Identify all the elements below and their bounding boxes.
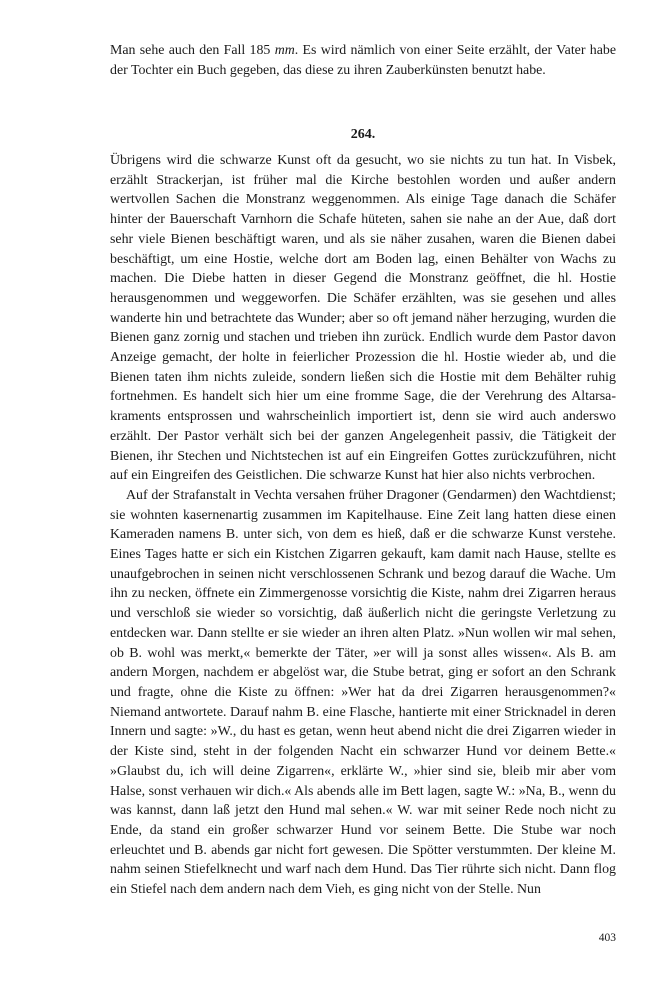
intro-text-start: Man sehe auch den Fall 185 bbox=[110, 43, 275, 58]
intro-paragraph bbox=[110, 41, 616, 80]
section-number: 264. bbox=[350, 127, 376, 142]
section-body bbox=[110, 151, 616, 900]
intro-italic: mm bbox=[274, 43, 295, 58]
page-number: 403 bbox=[598, 932, 616, 944]
intro-text-end: . Es wird nämlich von einer Seite erzählt, der Vater habe der Tochter ein Buch gegeben, das diese zu ihren Zauberkünsten benutzt habe. bbox=[110, 43, 616, 78]
paragraph-2: Auf der Strafanstalt in Vechta versahen früher Dragoner (Gendarmen) den Wachtdienst; sie wohnten kasernenartig zusammen im Kapitelhause. Eine Zeit lang hatten diese einen Kameraden namens B. unter sich, von dem es hieß, daß er die schwarze Kunst verstehe. Eines Tages hatte er sich ein Kistchen Zigarren gekauft, kam damit nach Hause, stellte es unaufgebrochen in seinen nicht verschlossenen Schrank und bezog darauf die Wache. Um ihn zu necken, öffnete ein Zimmergenosse vorsichtig die Kiste, nahm drei Zigarren heraus und verschloß sie wieder so vorsichtig, daß äußerlich nicht die geringste Verletzung zu entdecken war. Dann stellte er sie wieder an ihren alten Platz. »Nun wollen wir mal sehen, ob B. wohl was merkt,« bemerkte der Täter, »er will ja sonst alles wissen«. Als B. am andern Morgen, nachdem er abgelöst war, die Stube betrat, ging er sofort an den Schrank und fragte, ohne die Kiste zu öffnen: »Wer hat da drei Zigarren herausgenommen?« Niemand antwortete. Darauf nahm B. eine Flasche, hantierte mit einer Stricknadel in deren Innern und sagte: »W., du hast es getan, wenn heut abend nicht die drei Zigarren wieder in der Kiste sind, steht in der folgenden Nacht ein schwarzer Hund vor deinem Bette.« »Glaubst du, ich will deine Zigarren«, erklärte W., »hier sind sie, bleib mir aber vom Halse, sonst verhauen wir dich.« Als abends alle im Bett lagen, sagte W.: »Na, B., wenn du was kannst, dann laß jetzt den Hund mal sehen.« W. war mit seiner Rede noch nicht zu Ende, da stand ein großer schwarzer Hund vor seinem Bette. Die Stube war noch erleuchtet und B. abends gar nicht fort gewesen. Die Spötter verstummten. Der kleine M. nahm seinen Stiefelknecht und warf nach dem Hund. Das Tier rührte sich nicht. Dann flog ein Stiefel nach dem andern nach dem Vieh, es ging nicht von der Stelle. Nun bbox=[110, 487, 616, 898]
paragraph-1: Übrigens wird die schwarze Kunst oft da gesucht, wo sie nichts zu tun hat. In Visbek, erzählt Strackerjan, ist früher mal die Kirche bestohlen worden und außer andern wertvollen Sachen die Monstranz weggenommen. Als einige Tage danach die Schäfer hinter der Bauerschaft Varnhorn die Schafe hüteten, sahen sie nahe an der Aue, daß dort sehr viele Bienen beschäftigt waren, und als sie näher zusahen, waren die Bienen dabei beschäftigt, um eine Hostie, welche dort am Boden lag, einen Behälter von Wachs zu machen. Die Diebe hatten in dieser Gegend die Monstranz geöffnet, die hl. Hostie herausgenommen und weggeworfen. Die Schäfer erzählten, was sie gesehen und alles wanderte hin und betrachtete das Wunder; aber so oft jemand näher herzuging, wurden die Bienen ganz zornig und stachen und trieben ihn zurück. Endlich wurde dem Pastor davon Anzeige gemacht, der holte in feierlicher Prozession die hl. Hostie wieder ab, und die Bienen taten ihm nichts zuleide, sondern ließen sich die Hostie mit dem Behälter ruhig fortnehmen. Es handelt sich hier um eine fromme Sage, die der Verehrung des Altarsakraments entsprossen und wahrscheinlich importiert ist, denn sie wird auch anderswo erzählt. Der Pastor verhält sich bei der ganzen Angelegenheit passiv, die Tätigkeit der Bienen, ihr Stechen und Nichtstechen ist auf ein Eingreifen Gottes zurückzuführen, nicht auf ein Eingreifen des Geistlichen. Die schwarze Kunst hat hier also nichts verbrochen. bbox=[110, 153, 616, 484]
